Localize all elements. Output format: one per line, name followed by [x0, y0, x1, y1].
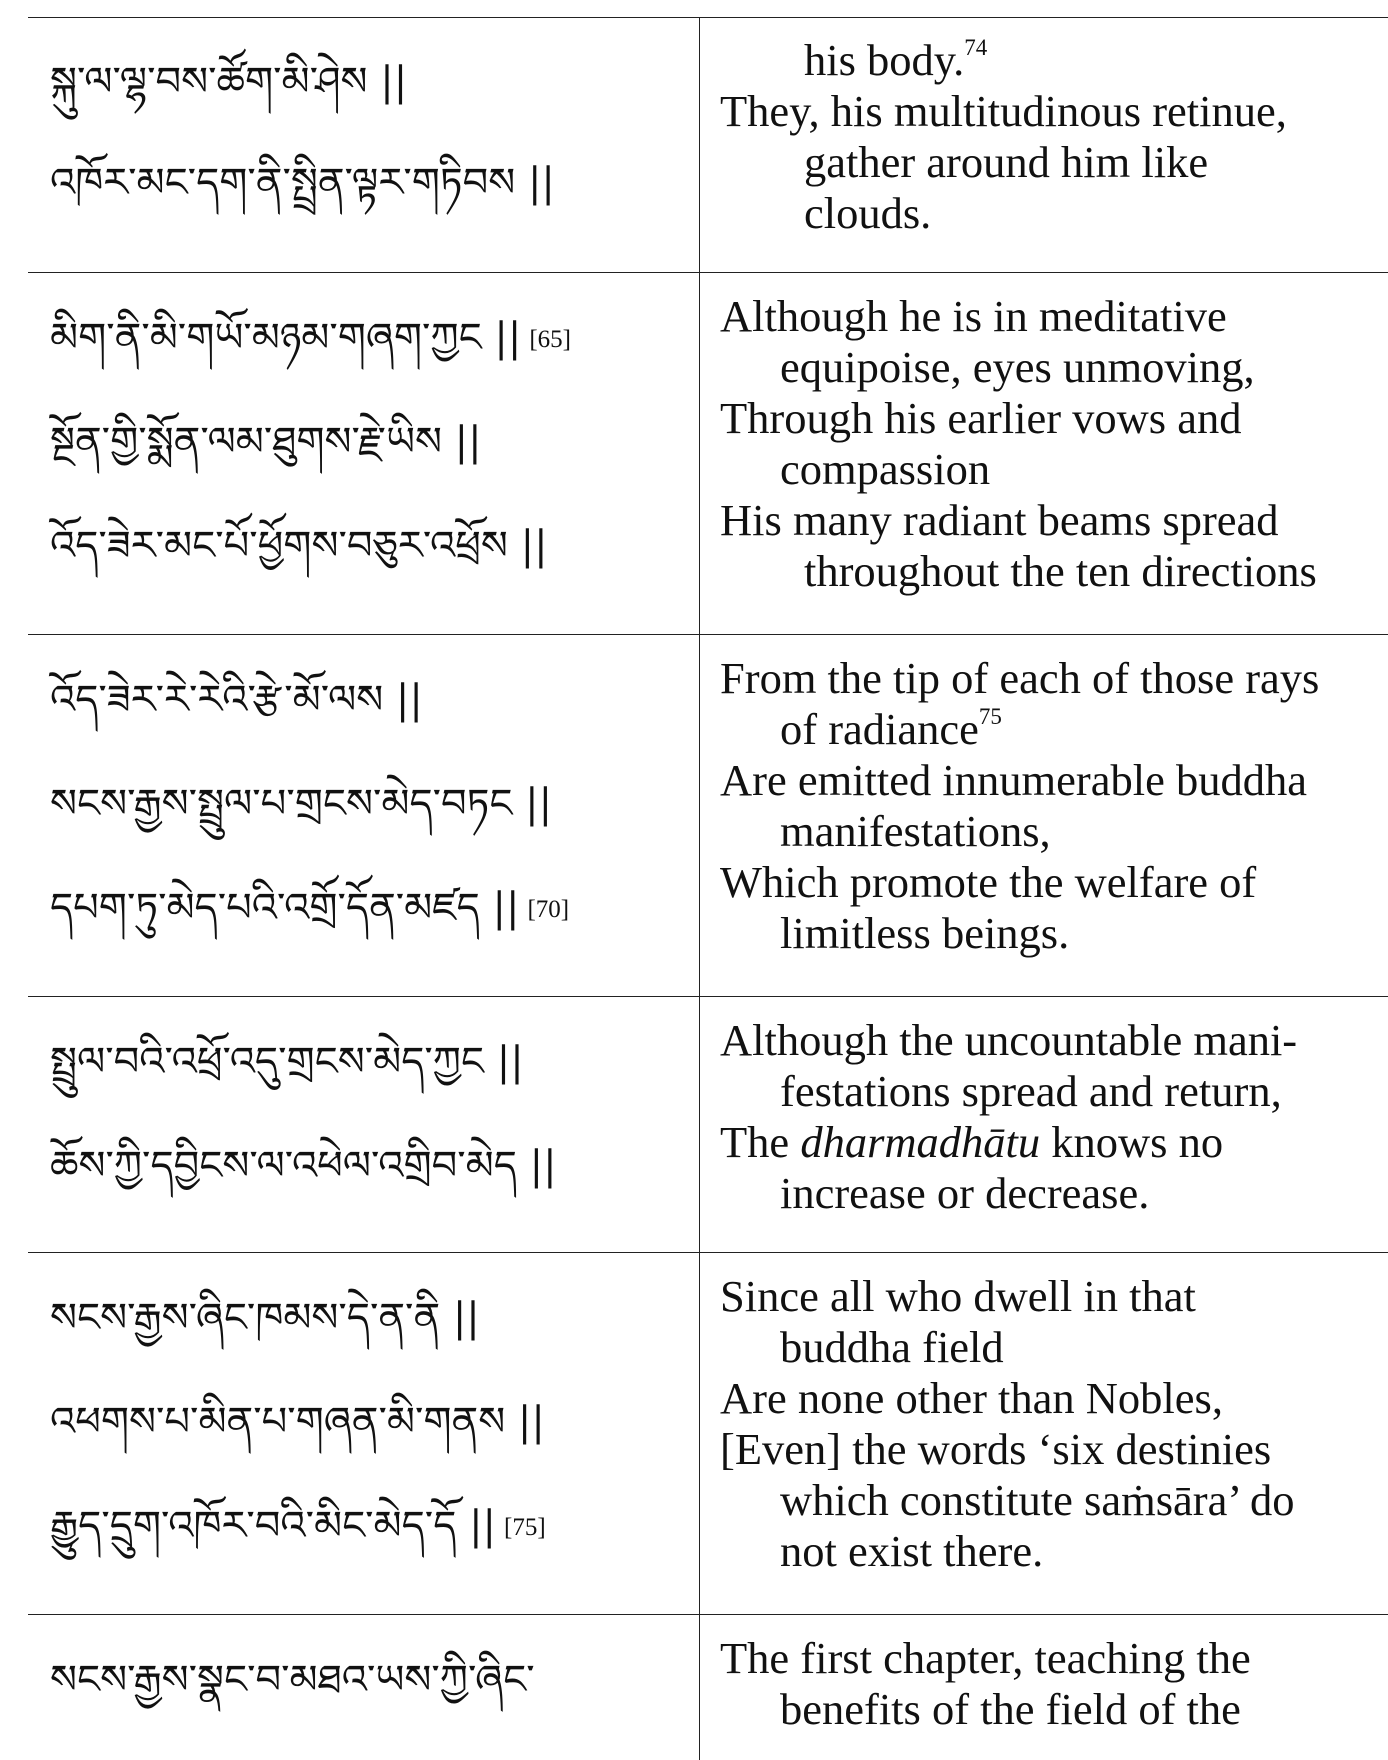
english-line: Which promote the welfare of — [720, 857, 1257, 907]
verse-number: [65] — [529, 326, 572, 353]
table-border-top — [28, 17, 1388, 18]
tibetan-line: འཕགས་པ་མིན་པ་གཞན་མི་གནས || — [50, 1399, 545, 1445]
english-line: They, his multitudinous retinue, — [720, 86, 1287, 136]
english-line: [Even] the words ‘six destinies — [720, 1424, 1272, 1474]
tibetan-line: རྒྱུད་དྲུག་འཁོར་བའི་མིང་མེད་དོ || [75] — [50, 1503, 546, 1549]
tibetan-line: སྐུ་ལ་ལྷ་བས་ཚོག་མི་ཤེས || — [50, 59, 408, 105]
english-line: which constitute saṁsāra’ do — [780, 1475, 1295, 1525]
english-line: Since all who dwell in that — [720, 1271, 1196, 1321]
english-line: From the tip of each of those rays — [720, 653, 1320, 703]
english-line: not exist there. — [780, 1526, 1044, 1576]
tibetan-line: དཔག་ཏུ་མེད་པའི་འགྲོ་དོན་མཛད || [70] — [50, 885, 570, 931]
english-line: festations spread and return, — [780, 1066, 1282, 1116]
tibetan-line: སངས་རྒྱས་སྤྲུལ་པ་གྲངས་མེད་བཏང || — [50, 781, 553, 827]
english-line: equipoise, eyes unmoving, — [780, 342, 1255, 392]
english-line: throughout the ten directions — [804, 546, 1317, 596]
tibetan-line: ཆོས་ཀྱི་དབྱིངས་ལ་འཕེལ་འགྲིབ་མེད || — [50, 1143, 557, 1189]
italic-term: dharmadhātu — [800, 1117, 1041, 1167]
english-line: Are emitted innumerable buddha — [720, 755, 1307, 805]
english-line: buddha field — [780, 1322, 1004, 1372]
english-line: gather around him like — [804, 137, 1209, 187]
english-line: manifestations, — [780, 806, 1051, 856]
english-line: Through his earlier vows and — [720, 393, 1242, 443]
english-line: benefits of the field of the — [780, 1684, 1241, 1734]
footnote-ref: 74 — [964, 35, 988, 60]
verse-number: [70] — [527, 896, 570, 923]
tibetan-line: འོད་ཟེར་མང་པོ་ཕྱོགས་བཅུར་འཕྲོས || — [50, 523, 548, 569]
english-line: compassion — [780, 444, 991, 494]
english-line: clouds. — [804, 188, 932, 238]
row-divider — [28, 996, 1388, 997]
row-divider — [28, 1614, 1388, 1615]
row-divider — [28, 634, 1388, 635]
tibetan-line: འོད་ཟེར་རེ་རེའི་རྩེ་མོ་ལས || — [50, 677, 423, 723]
tibetan-line: སངས་རྒྱས་ཞིང་ཁམས་དེ་ན་ནི || — [50, 1295, 480, 1341]
tibetan-line: འཁོར་མང་དག་ནི་སྤྲིན་ལྟར་གཏིབས || — [50, 160, 555, 206]
english-line: his body.$^{74}$ — [804, 35, 988, 85]
english-line: limitless beings. — [780, 908, 1070, 958]
verse-number: [75] — [504, 1514, 546, 1541]
row-divider — [28, 1252, 1388, 1253]
tibetan-line: སྤྲུལ་བའི་འཕྲོ་འདུ་གྲངས་མེད་ཀྱང || — [50, 1039, 524, 1085]
english-line: increase or decrease. — [780, 1168, 1150, 1218]
row-divider — [28, 272, 1388, 273]
column-divider — [699, 18, 700, 1760]
english-line: The first chapter, teaching the — [720, 1633, 1251, 1683]
footnote-ref: 75 — [978, 704, 1002, 729]
english-line: His many radiant beams spread — [720, 495, 1279, 545]
tibetan-line: མིག་ནི་མི་གཡོ་མཉམ་གཞག་ཀྱང || [65] — [50, 315, 572, 361]
english-line: Although he is in meditative — [720, 291, 1227, 341]
english-line: The dharmadhātu knows no — [720, 1117, 1224, 1167]
tibetan-line: སྔོན་གྱི་སྨོན་ལམ་ཐུགས་རྗེ་ཡིས || — [50, 419, 482, 465]
tibetan-line: སངས་རྒྱས་སྣང་བ་མཐའ་ཡས་ཀྱི་ཞིང་ — [50, 1657, 535, 1703]
english-line: of radiance$^{75}$ — [780, 704, 1002, 754]
english-line: Although the uncountable mani- — [720, 1015, 1298, 1065]
english-line: Are none other than Nobles, — [720, 1373, 1223, 1423]
